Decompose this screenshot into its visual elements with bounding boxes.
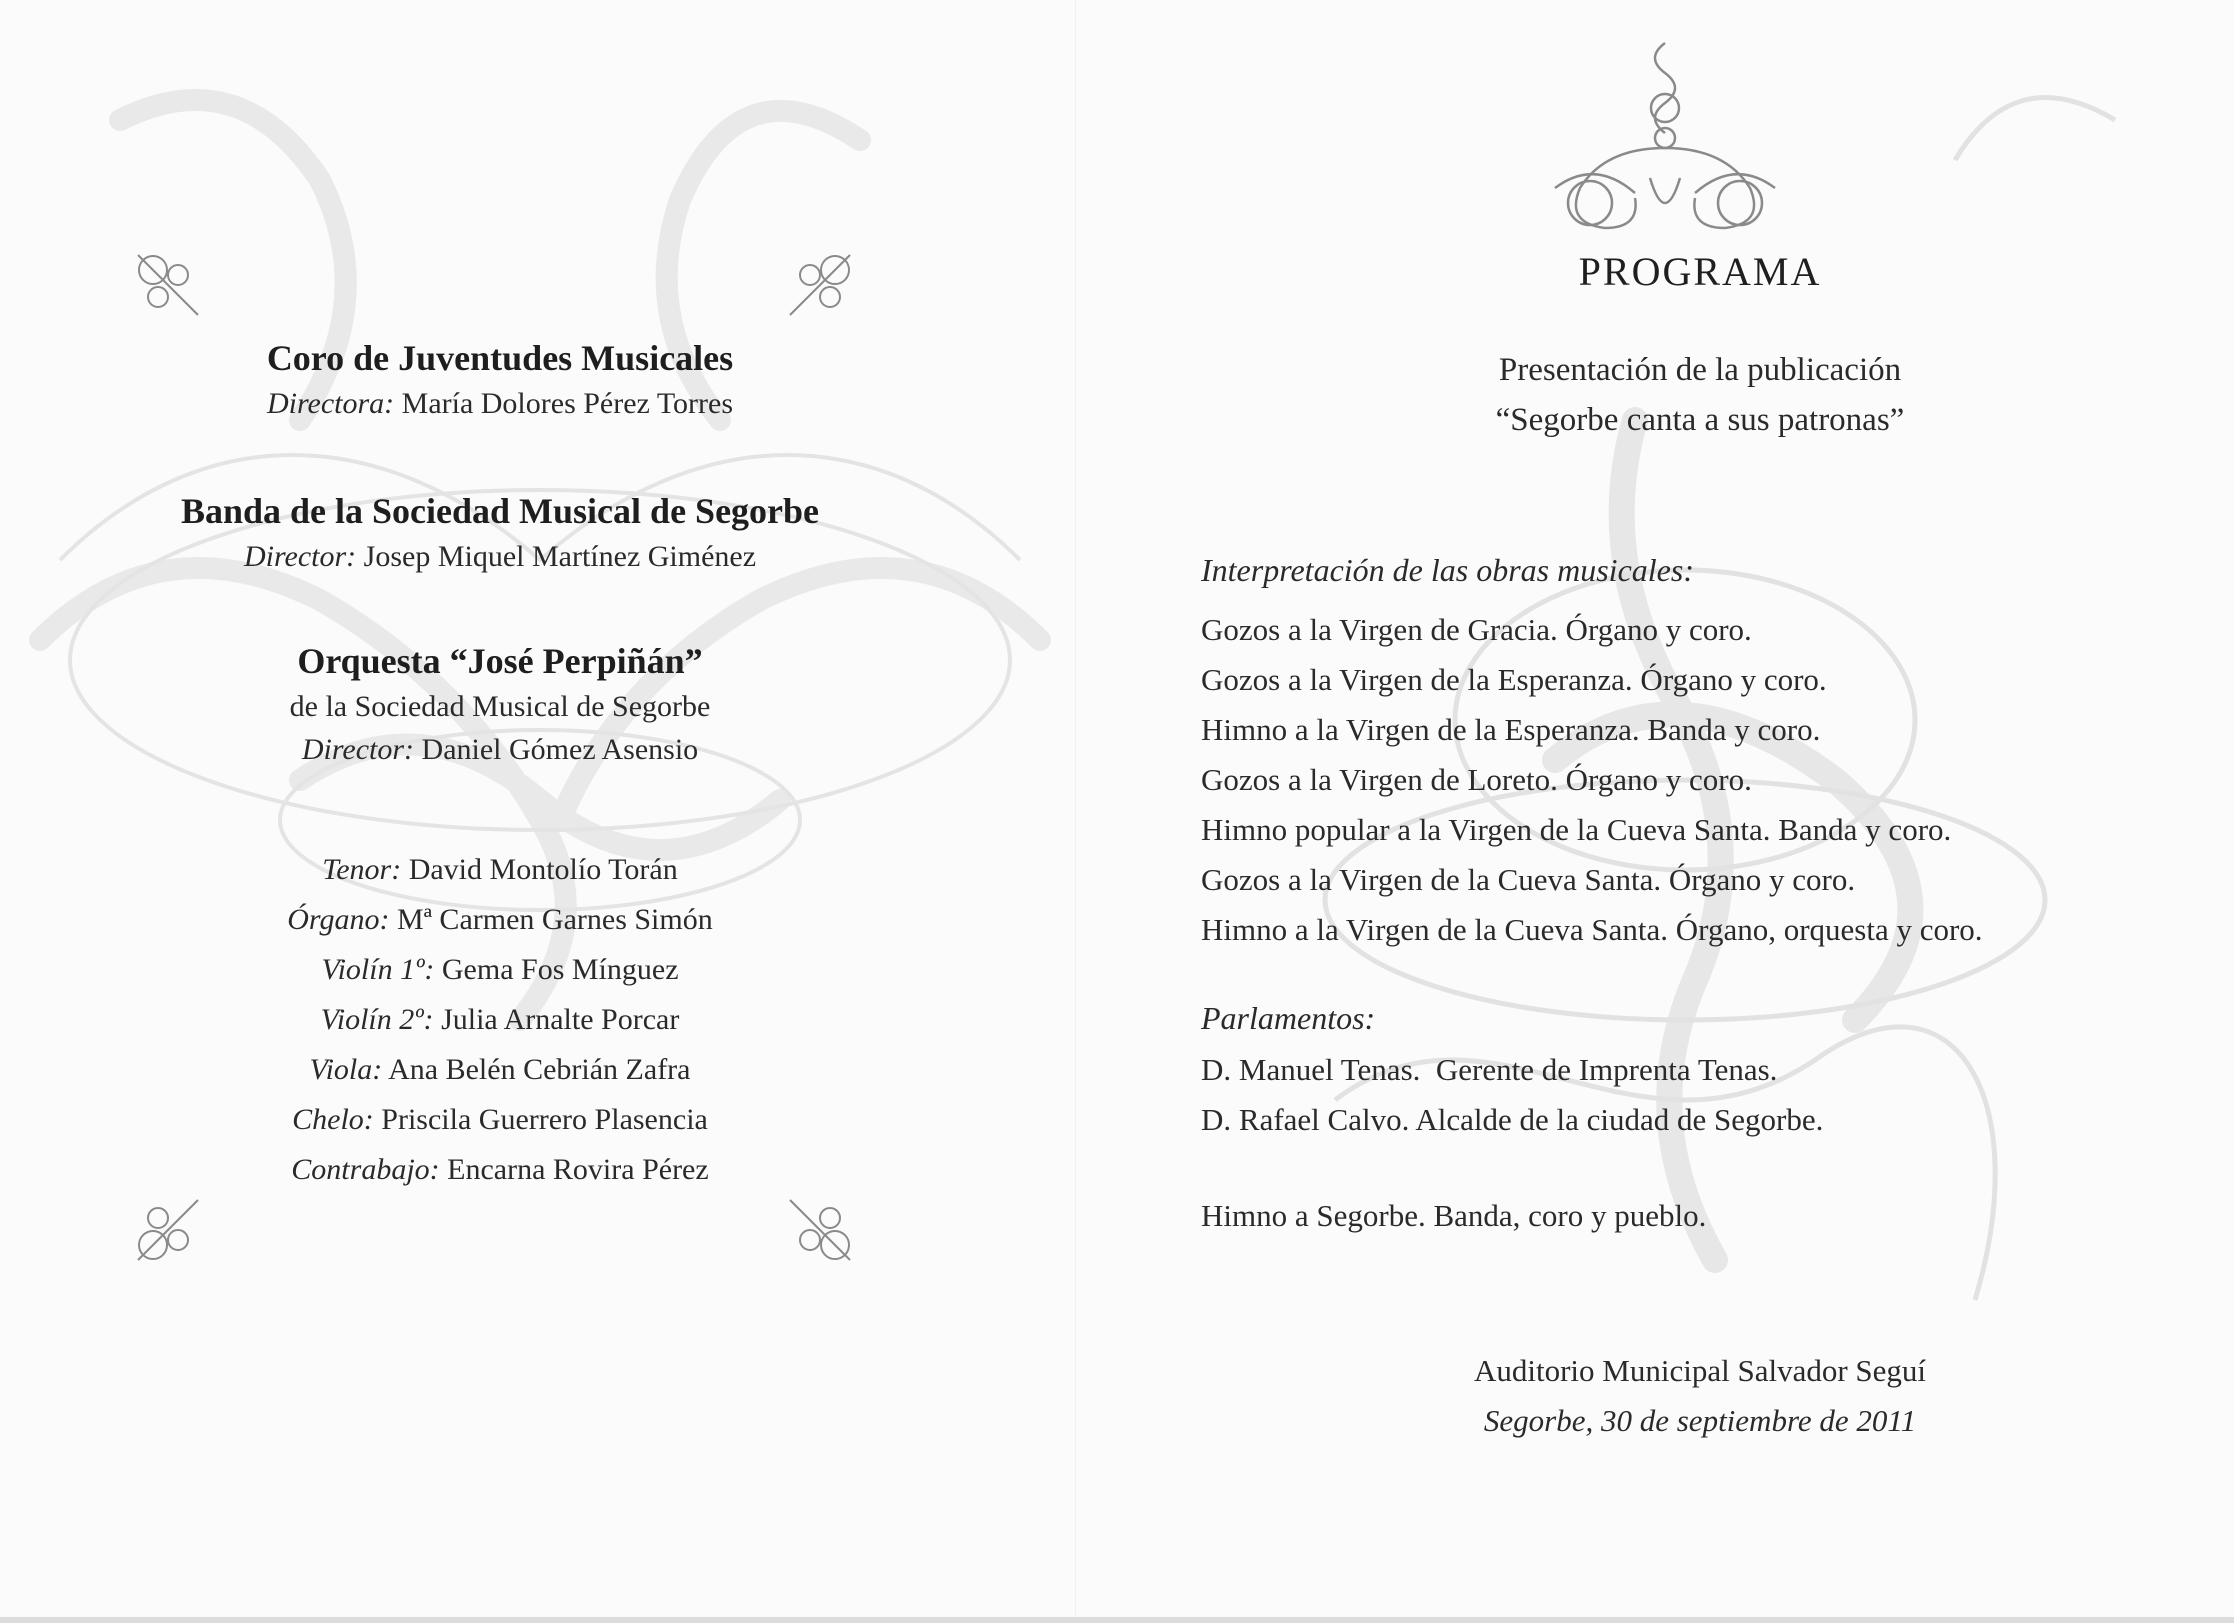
ensemble-subtitle: de la Sociedad Musical de Segorbe [289,690,711,724]
works-list [1201,605,1983,955]
page-edge [0,1617,2234,1623]
list-item: Himno a la Virgen de la Cueva Santa. Órgano, orquesta y coro. [1201,912,1983,947]
role-label: Órgano: [287,903,390,936]
person-name: Julia Arnalte Porcar [441,1003,680,1036]
event-date: Segorbe, 30 de septiembre de 2011 [1483,1403,1917,1438]
role-label: Chelo: [292,1103,374,1136]
corner-flourish-icon [780,1190,860,1270]
soloist-line [0,845,1000,895]
corner-flourish-icon [780,245,860,325]
soloist-line [0,1045,1000,1095]
role-label: Violín 1º: [321,953,435,986]
program-title: PROGRAMA [1578,249,1822,294]
list-item: Gozos a la Virgen de Gracia. Órgano y coro. [1201,612,1752,647]
presentation-line: “Segorbe canta a sus patronas” [1495,402,1905,438]
person-name: Ana Belén Cebrián Zafra [388,1053,691,1086]
role-label: Director: [243,540,357,574]
person-name: María Dolores Pérez Torres [401,387,734,421]
person-name: David Montolío Torán [408,853,678,886]
works-heading: Interpretación de las obras musicales: [1201,552,1694,588]
speeches-list [1201,1045,1823,1145]
venue-name: Auditorio Municipal Salvador Seguí [1473,1353,1927,1388]
person-name: Gema Fos Mínguez [441,953,679,986]
director-line [0,537,1000,576]
soloist-line [0,995,1000,1045]
list-item: D. Rafael Calvo. Alcalde de la ciudad de Segorbe. [1201,1102,1824,1137]
list-item: Himno popular a la Virgen de la Cueva Santa. Banda y coro. [1201,812,1952,847]
list-item: Gozos a la Virgen de Loreto. Órgano y coro. [1201,762,1752,797]
role-label: Directora: [266,387,395,421]
soloist-line [0,1095,1000,1145]
person-name: Josep Miquel Martínez Giménez [363,540,757,574]
soloists-list [0,845,1000,1195]
role-label: Tenor: [322,853,402,886]
soloist-line [0,1145,1000,1195]
role-label: Contrabajo: [291,1153,440,1186]
calligraphic-watermark-icon [0,0,1075,1623]
soloist-line [0,895,1000,945]
list-item: Gozos a la Virgen de la Cueva Santa. Órgano y coro. [1201,862,1856,897]
final-item: Himno a Segorbe. Banda, coro y pueblo. [1201,1198,1707,1233]
ensemble-coro [0,337,1000,423]
role-label: Viola: [309,1053,383,1086]
person-name: Mª Carmen Garnes Simón [396,903,713,936]
director-line [0,730,1000,769]
corner-flourish-icon [128,245,208,325]
ensemble-name: Orquesta “José Perpiñán” [297,641,703,681]
list-item: Himno a la Virgen de la Esperanza. Banda y coro. [1201,712,1821,747]
person-name: Encarna Rovira Pérez [447,1153,709,1186]
presentation-line: Presentación de la publicación [1498,352,1902,388]
presentation-block [1075,345,2234,445]
speeches-heading: Parlamentos: [1201,1000,1376,1036]
right-page [1075,0,2234,1623]
soloist-line [0,945,1000,995]
person-name: Priscila Guerrero Plasencia [381,1103,708,1136]
ensemble-banda [0,490,1000,576]
ensemble-name: Coro de Juventudes Musicales [266,338,734,378]
venue-block [1075,1346,2234,1446]
director-line [0,384,1000,423]
list-item: D. Manuel Tenas. Gerente de Imprenta Tenas. [1201,1052,1778,1087]
role-label: Director: [301,733,415,767]
ensemble-orquesta [0,640,1000,769]
list-item: Gozos a la Virgen de la Esperanza. Órgano y coro. [1201,662,1827,697]
left-page [0,0,1075,1623]
ornament-flourish-icon [1535,38,1795,238]
corner-flourish-icon [128,1190,208,1270]
role-label: Violín 2º: [320,1003,434,1036]
person-name: Daniel Gómez Asensio [421,733,699,767]
ensemble-name: Banda de la Sociedad Musical de Segorbe [180,491,820,531]
